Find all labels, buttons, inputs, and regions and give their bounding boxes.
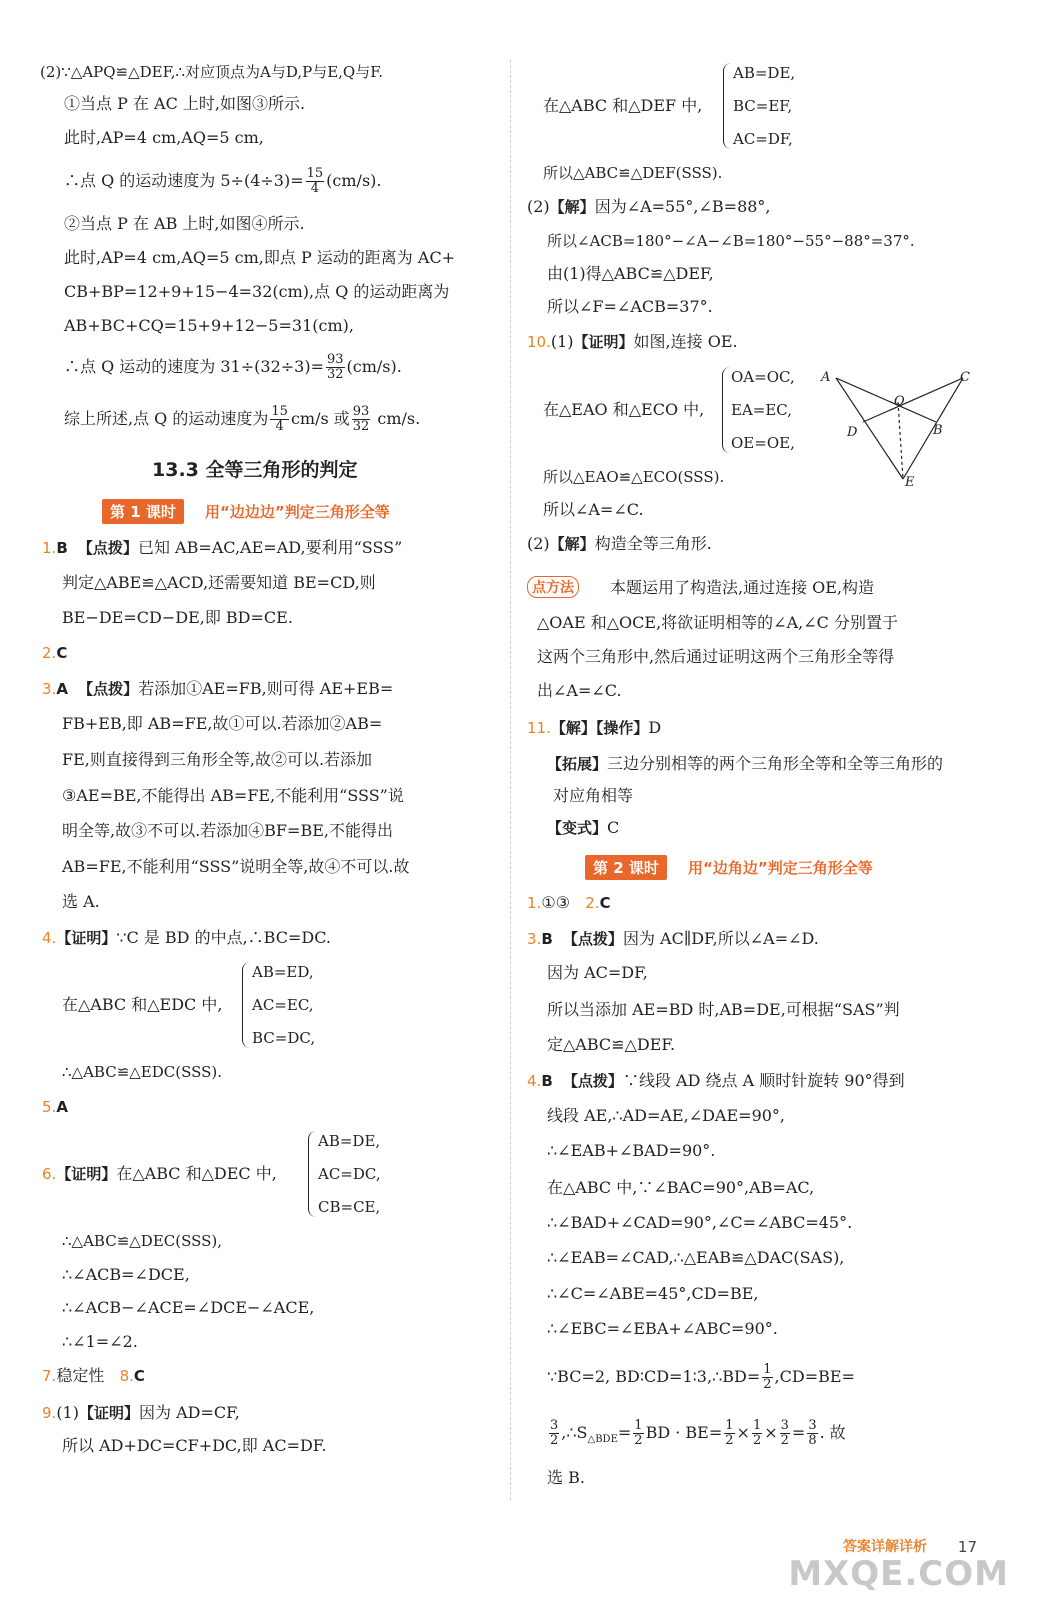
case2-l3: AB+BC+CQ=15+9+12−5=31(cm),	[64, 316, 354, 335]
l2-q4-l11: 选 B.	[547, 1468, 585, 1487]
watermark: MXQE.COM	[788, 1554, 1009, 1594]
case2-l1: 此时,AP=4 cm,AQ=5 cm,即点 P 运动的距离为 AC+	[64, 248, 456, 267]
q4-cond1: AB=ED,	[252, 963, 314, 981]
case1-ap: 此时,AP=4 cm,AQ=5 cm,	[64, 128, 264, 147]
summary: 综上所述,点 Q 的运动速度为 $\frac{15}{4}$ cm/s 或 $\frac{93}{32}$ cm/s.	[64, 404, 421, 434]
q7-q8: 7.稳定性 8.C	[42, 1366, 145, 1385]
method-l4: 出∠A=∠C.	[537, 681, 622, 700]
q6-cond1: AB=DE,	[318, 1132, 381, 1150]
l2-q4-l9: ∵BC=2, BD∶CD=1∶3,∴BD= $\frac{1}{2}$ ,CD=BE=	[547, 1362, 855, 1392]
l2-q1-q2: 1.①③ 2.C	[527, 893, 611, 912]
case1: ①当点 P 在 AC 上时,如图③所示.	[64, 94, 306, 113]
lesson1-badge: 第 1 课时	[102, 499, 184, 524]
case2: ②当点 P 在 AB 上时,如图④所示.	[64, 214, 305, 233]
q9-line2: 所以 AD+DC=CF+DC,即 AC=DF.	[62, 1436, 327, 1455]
q11-line1: 11.【解】【操作】D	[527, 718, 662, 737]
l2-q3-l3: 所以当添加 AE=BD 时,AB=DE,可根据“SAS”判	[547, 1000, 900, 1019]
q3-line1: 3.A 【点拨】若添加①AE=FB,则可得 AE+EB=	[42, 679, 394, 698]
section-title: 13.3 全等三角形的判定	[152, 459, 358, 481]
lesson1-title: 用“边边边”判定三角形全等	[205, 503, 390, 521]
q10-cond2: EA=EC,	[731, 401, 793, 419]
q10-r1: 所以△EAO≌△ECO(SSS).	[543, 468, 725, 486]
l2-q4-l4: 在△ABC 中,∵∠BAC=90°,AB=AC,	[547, 1178, 815, 1197]
footer-label: 答案详解详析	[843, 1539, 927, 1555]
l2-q4-l6: ∴∠EAB=∠CAD,∴△EAB≌△DAC(SAS),	[547, 1248, 845, 1267]
method-l2: △OAE 和△OCE,将欲证明相等的∠A,∠C 分别置于	[537, 613, 898, 632]
fig-line-OE	[898, 402, 903, 479]
l2-q4-l7: ∴∠C=∠ABE=45°,CD=BE,	[547, 1284, 759, 1303]
q3-line6: AB=FE,不能利用“SSS”说明全等,故④不可以.故	[62, 857, 410, 876]
q2: 2.C	[42, 644, 68, 662]
q10-cond3: OE=OE,	[731, 434, 795, 452]
fig-label-E: E	[905, 475, 915, 490]
q10-cond1: OA=OC,	[731, 368, 795, 386]
l2-q4-l2: 线段 AE,∴AD=AE,∠DAE=90°,	[547, 1106, 786, 1125]
q4-cond3: BC=DC,	[252, 1029, 316, 1047]
q4-result: ∴△ABC≌△EDC(SSS).	[62, 1063, 223, 1081]
q9-brace	[723, 63, 731, 149]
fig-label-C: C	[960, 370, 970, 385]
q4-brace	[242, 962, 250, 1048]
q3-line7: 选 A.	[62, 892, 100, 911]
q11-ext-l1: 【拓展】三边分别相等的两个三角形全等和全等三角形的	[547, 754, 944, 773]
q4-in: 在△ABC 和△EDC 中,	[62, 995, 223, 1014]
case1-speed: ∴点 Q 的运动速度为 5÷(4÷3)= $\frac{15}{4}$ (cm/s).	[64, 166, 382, 196]
l2-q4-l5: ∴∠BAD+∠CAD=90°,∠C=∠ABC=45°.	[547, 1213, 853, 1232]
q6-r3: ∴∠ACB−∠ACE=∠DCE−∠ACE,	[62, 1298, 315, 1317]
q6-cond3: CB=CE,	[318, 1198, 381, 1216]
q6-cond2: AC=DC,	[318, 1165, 381, 1183]
q9-line1: 9.(1)【证明】因为 AD=CF,	[42, 1403, 240, 1422]
l2-q4-l8: ∴∠EBC=∠EBA+∠ABC=90°.	[547, 1319, 778, 1338]
fig-label-O: O	[894, 394, 905, 409]
q9-2-line4: 所以∠F=∠ACB=37°.	[547, 297, 713, 316]
q1-line1: 1.B 【点拨】已知 AB=AC,AE=AD,要利用“SSS”	[42, 538, 403, 557]
q11-var: 【变式】C	[547, 818, 620, 837]
l2-q4-l1: 4.B 【点拨】∵线段 AD 绕点 A 顺时针旋转 90°得到	[527, 1071, 905, 1090]
q3-line2: FB+EB,即 AB=FE,故①可以.若添加②AB=	[62, 714, 383, 733]
q9-in: 在△ABC 和△DEF 中,	[543, 96, 703, 115]
page-number: 17	[957, 1538, 977, 1556]
method-l1: 本题运用了构造法,通过连接 OE,构造	[610, 578, 875, 597]
q6-brace	[308, 1131, 316, 1217]
q3-line4: ③AE=BE,不能得出 AB=FE,不能利用“SSS”说	[62, 786, 404, 805]
column-divider	[510, 60, 511, 1500]
method-tag: 点方法	[527, 576, 579, 598]
lesson2-badge: 第 2 课时	[585, 855, 667, 880]
q6-r4: ∴∠1=∠2.	[62, 1332, 138, 1351]
q10-2-line1: (2)【解】构造全等三角形.	[527, 534, 712, 553]
q11-ext-l2: 对应角相等	[553, 786, 634, 805]
q10-figure	[818, 364, 978, 492]
q6-r2: ∴∠ACB=∠DCE,	[62, 1265, 190, 1284]
q1-line3: BE−DE=CD−DE,即 BD=CE.	[62, 608, 293, 627]
q9-2-line3: 由(1)得△ABC≌△DEF,	[547, 264, 714, 283]
q5: 5.A	[42, 1098, 68, 1116]
l2-q3-l4: 定△ABC≌△DEF.	[547, 1035, 676, 1054]
l2-q3-l2: 因为 AC=DF,	[547, 963, 648, 982]
fig-line-CD	[863, 378, 963, 422]
q6-in: 6.【证明】在△ABC 和△DEC 中,	[42, 1164, 277, 1183]
q9-cond3: AC=DF,	[733, 130, 793, 148]
fig-label-A: A	[821, 370, 831, 385]
method-l3: 这两个三角形中,然后通过证明这两个三角形全等得	[537, 647, 895, 666]
q9-cond1: AB=DE,	[733, 64, 796, 82]
q6-r1: ∴△ABC≌△DEC(SSS),	[62, 1232, 223, 1250]
q9-2-line2: 所以∠ACB=180°−∠A−∠B=180°−55°−88°=37°.	[547, 232, 915, 250]
q10-r2: 所以∠A=∠C.	[543, 500, 644, 519]
l2-q4-l10: $\frac{3}{2}$ $,\therefore S_{\triangle BDE}=$ $\frac{1}{2}$ BD · BE= $\frac{1}{2}$ × $\frac{1}{2}$ × $\frac{3}{2}$ = $\frac{3}{8}$ . 故	[550, 1418, 846, 1448]
q10-line1: 10.(1)【证明】如图,连接 OE.	[527, 332, 738, 351]
fig-label-D: D	[847, 425, 858, 440]
q10-in: 在△EAO 和△ECO 中,	[543, 400, 705, 419]
q4-line1: 4.【证明】∵C 是 BD 的中点,∴BC=DC.	[42, 928, 331, 947]
p2-head: (2)∵△APQ≌△DEF,∴对应顶点为A与D,P与E,Q与F.	[40, 63, 384, 81]
l2-q3-l1: 3.B 【点拨】因为 AC∥DF,所以∠A=∠D.	[527, 929, 819, 948]
lesson2-title: 用“边角边”判定三角形全等	[688, 859, 873, 877]
case2-speed: ∴点 Q 运动的速度为 31÷(32÷3)= $\frac{93}{32}$ (cm/s).	[64, 352, 402, 382]
q10-brace	[722, 367, 730, 453]
l2-q4-l3: ∴∠EAB+∠BAD=90°.	[547, 1141, 716, 1160]
q3-line5: 明全等,故③不可以.若添加④BF=BE,不能得出	[62, 821, 393, 840]
q9-cond2: BC=EF,	[733, 97, 793, 115]
q4-cond2: AC=EC,	[252, 996, 314, 1014]
fig-label-B: B	[933, 423, 943, 438]
q9-2-line1: (2)【解】因为∠A=55°,∠B=88°,	[527, 197, 771, 216]
q1-line2: 判定△ABE≌△ACD,还需要知道 BE=CD,则	[62, 573, 376, 592]
case2-l2: CB+BP=12+9+15−4=32(cm),点 Q 的运动距离为	[64, 282, 450, 301]
q9-result: 所以△ABC≌△DEF(SSS).	[543, 164, 723, 182]
q3-line3: FE,则直接得到三角形全等,故②可以.若添加	[62, 750, 373, 769]
